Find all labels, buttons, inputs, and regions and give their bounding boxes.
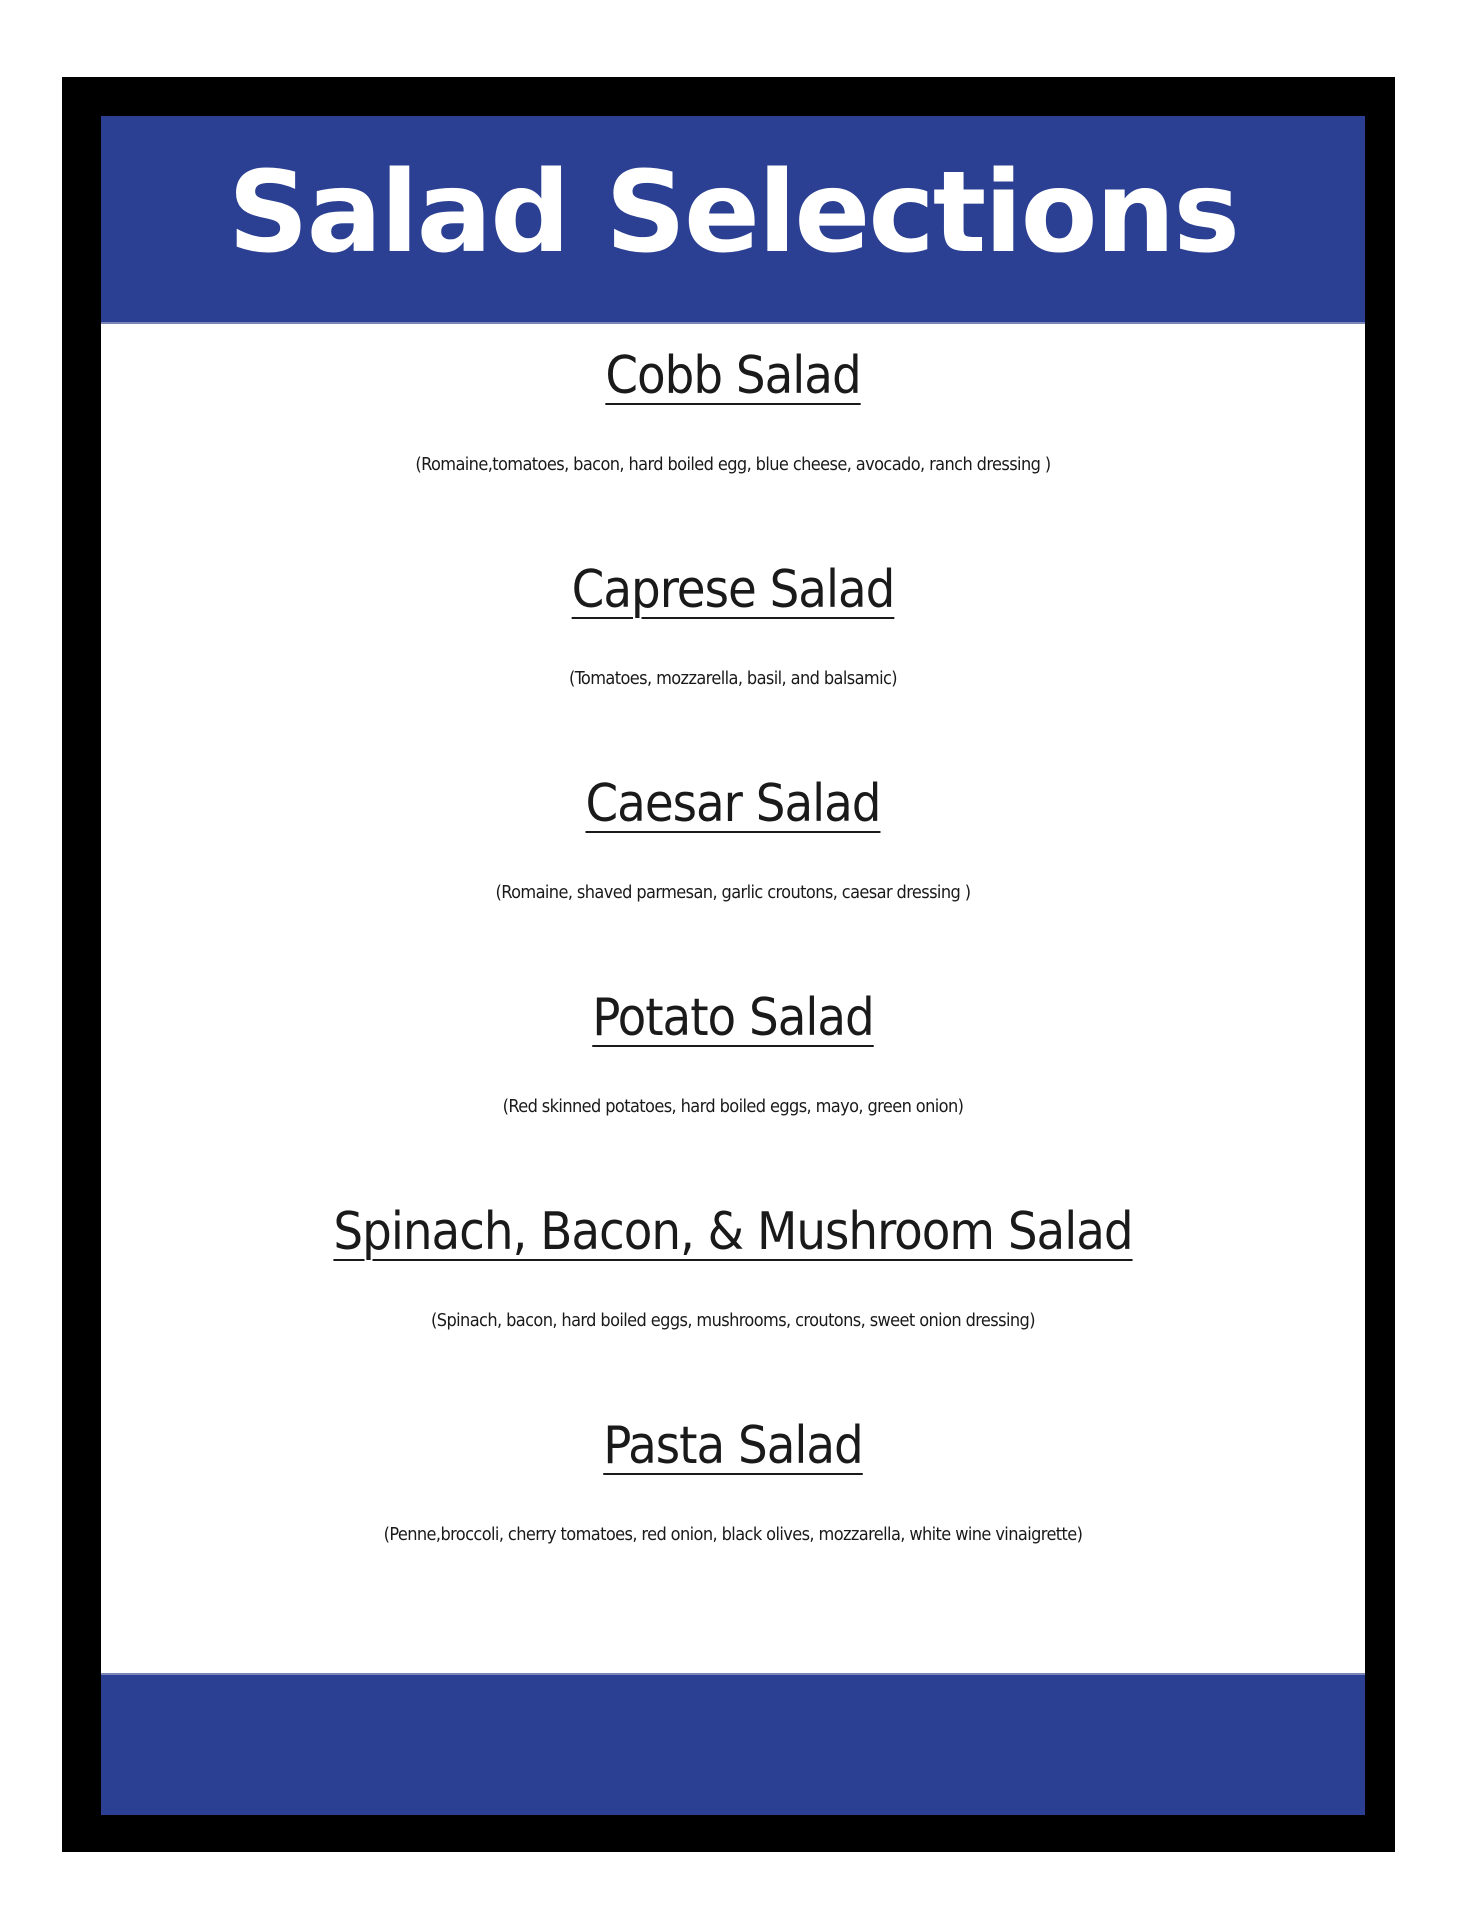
menu-item-description: (Red skinned potatoes, hard boiled eggs, mayo, green onion) [502,1096,964,1117]
menu-item-caprese [101,560,1365,689]
menu-item-name: Potato Salad [592,988,874,1048]
menu-item-name: Cobb Salad [605,346,861,406]
menu-item-pasta [101,1416,1365,1545]
menu-item-description: (Penne,broccoli, cherry tomatoes, red onion, black olives, mozzarella, white wine vinaigrette) [383,1524,1083,1545]
menu-item-name: Pasta Salad [603,1416,863,1476]
menu-frame [62,77,1395,1852]
menu-item-description: (Spinach, bacon, hard boiled eggs, mushrooms, croutons, sweet onion dressing) [431,1310,1035,1331]
menu-item-caesar [101,774,1365,903]
menu-item-description: (Romaine, shaved parmesan, garlic croutons, caesar dressing ) [495,882,971,903]
page-title: Salad Selections [227,148,1238,278]
menu-item-cobb [101,346,1365,475]
header-band [101,116,1365,324]
menu-item-description: (Tomatoes, mozzarella, basil, and balsamic) [568,668,898,689]
menu-item-name: Spinach, Bacon, & Mushroom Salad [333,1202,1133,1262]
menu-item-potato [101,988,1365,1117]
menu-item-spinach [101,1202,1365,1331]
menu-item-description: (Romaine,tomatoes, bacon, hard boiled egg, blue cheese, avocado, ranch dressing ) [415,454,1051,475]
menu-item-name: Caprese Salad [571,560,895,620]
menu-page [101,116,1365,1813]
menu-item-name: Caesar Salad [585,774,881,834]
menu-list [101,322,1365,1545]
footer-band [101,1673,1365,1815]
